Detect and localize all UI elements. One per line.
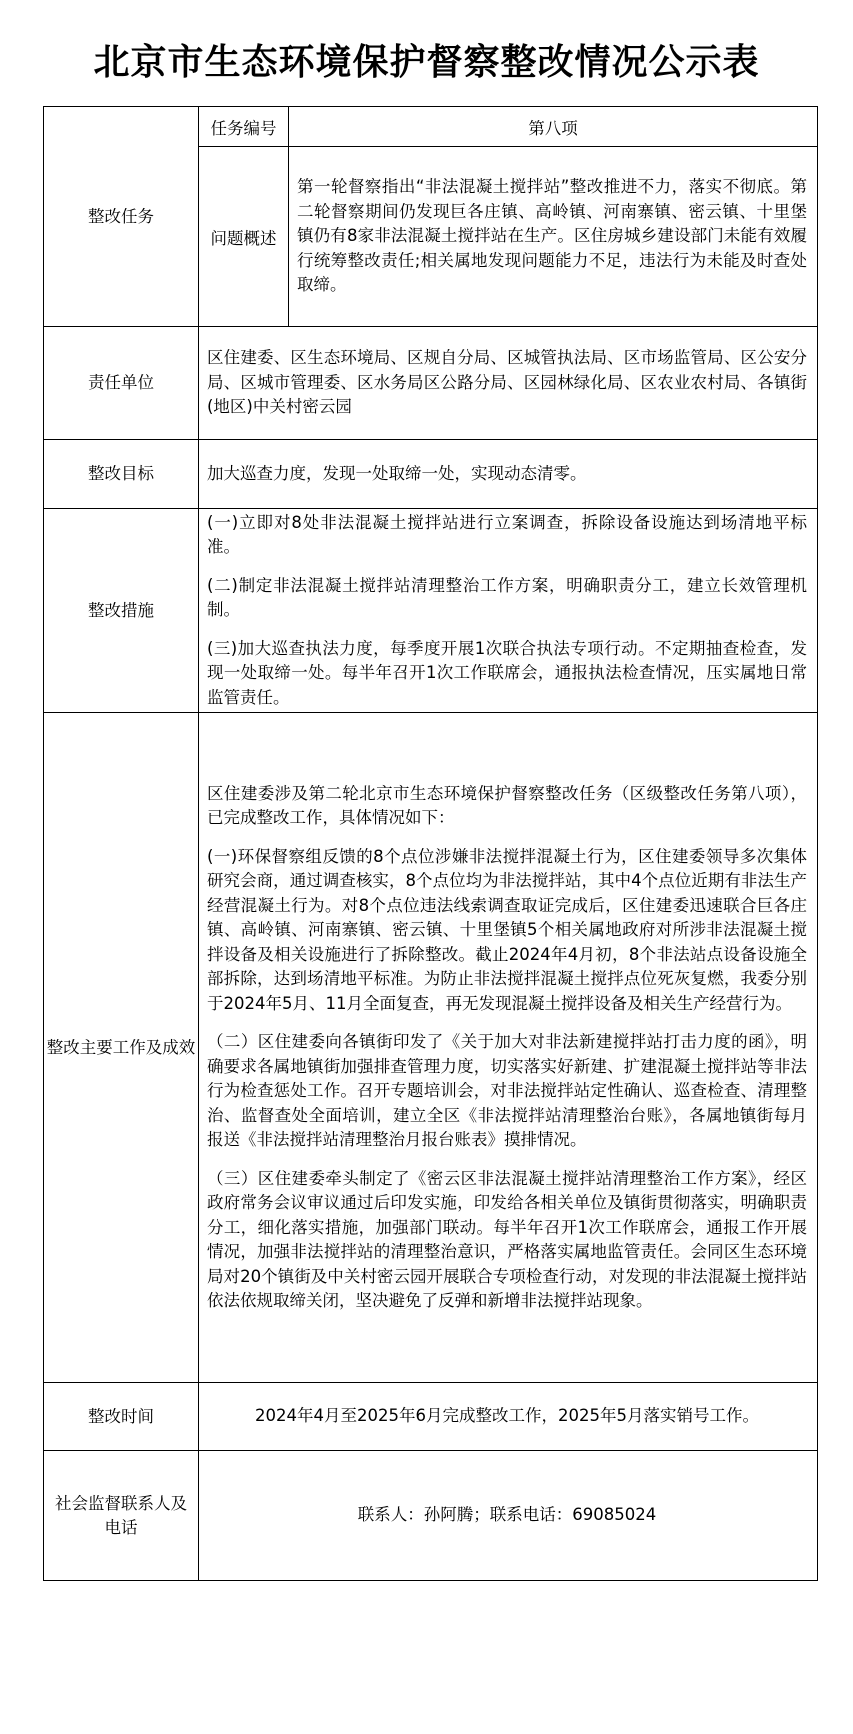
unit-label: 责任单位 xyxy=(44,327,199,440)
measures-row xyxy=(44,509,818,713)
results-paragraph: （二）区住建委向各镇街印发了《关于加大对非法新建搅拌站打击力度的函》，明确要求各属地镇街加强排查管理力度，切实落实好新建、扩建混凝土搅拌站等非法行为检查惩处工作。召开专题培训会，对非法搅拌站定性确认、巡查检查、清理整治、监督查处全面培训，建立全区《非法搅拌站清理整治台账》，各属地镇街每月报送《非法搅拌站清理整治月报台账表》摸排情况。 xyxy=(207,1032,807,1149)
measure-item: (一)立即对8处非法混凝土搅拌站进行立案调查，拆除设备设施达到场清地平标准。 xyxy=(207,512,807,557)
results-paragraph: (一)环保督察组反馈的8个点位涉嫌非法搅拌混凝土行为，区住建委领导多次集体研究会商，通过调查核实，8个点位均为非法搅拌站，其中4个点位近期有非法生产经营混凝土行为。对8个点位违法线索调查取证完成后，区住建委迅速联合巨各庄镇、高岭镇、河南寨镇、密云镇、十里堡镇5个相关属地政府对所涉非法混凝土搅拌设备及相关设施进行了拆除整改。截止2024年4月初，8个非法站点设备设施全部拆除，达到场清地平标准。为防止非法搅拌混凝土搅拌点位死灰复燃，我委分别于2024年5月、11月全面复查，再无发现混凝土搅拌设备及相关生产经营行为。 xyxy=(207,846,807,1013)
unit-text: 区住建委、区生态环境局、区规自分局、区城管执法局、区市场监管局、区公安分局、区城市管理委、区水务局区公路分局、区园林绿化局、区农业农村局、各镇街(地区)中关村密云园 xyxy=(199,327,818,440)
task-number-row xyxy=(44,107,818,147)
page-title: 北京市生态环境保护督察整改情况公示表 xyxy=(93,41,760,83)
results-paragraph: （三）区住建委牵头制定了《密云区非法混凝土搅拌站清理整治工作方案》，经区政府常务会议审议通过后印发实施，印发给各相关单位及镇街贯彻落实，明确职责分工，细化落实措施，加强部门联动。每半年召开1次工作联席会，通报工作开展情况，加强非法搅拌站的清理整治意识，严格落实属地监管责任。会同区生态环境局对20个镇街及中关村密云园开展联合专项检查行动，对发现的非法混凝土搅拌站依法依规取缔关闭，坚决避免了反弹和新增非法搅拌站现象。 xyxy=(207,1168,807,1310)
results-label: 整改主要工作及成效 xyxy=(44,713,199,1383)
goal-text: 加大巡查力度，发现一处取缔一处，实现动态清零。 xyxy=(199,440,818,509)
contact-label: 社会监督联系人及电话 xyxy=(44,1451,199,1581)
results-row xyxy=(44,713,818,1383)
task-number-value: 第八项 xyxy=(289,107,818,147)
overview-label: 问题概述 xyxy=(199,147,289,327)
results-paragraph: 区住建委涉及第二轮北京市生态环境保护督察整改任务（区级整改任务第八项），已完成整改工作，具体情况如下： xyxy=(207,783,807,827)
measure-item: (二)制定非法混凝土搅拌站清理整治工作方案，明确职责分工，建立长效管理机制。 xyxy=(207,575,807,620)
measure-item: (三)加大巡查执法力度，每季度开展1次联合执法专项行动。不定期抽查检查，发现一处取缔一处。每半年召开1次工作联席会，通报执法检查情况，压实属地日常监管责任。 xyxy=(207,638,807,707)
task-number-label: 任务编号 xyxy=(199,107,289,147)
time-label: 整改时间 xyxy=(44,1383,199,1451)
unit-row xyxy=(44,327,818,440)
results-content xyxy=(199,713,818,1383)
overview-text: 第一轮督察指出“非法混凝土搅拌站”整改推进不力，落实不彻底。第二轮督察期间仍发现巨各庄镇、高岭镇、河南寨镇、密云镇、十里堡镇仍有8家非法混凝土搅拌站在生产。区住房城乡建设部门未能有效履行统筹整改责任;相关属地发现问题能力不足，违法行为未能及时查处取缔。 xyxy=(289,147,818,327)
contact-row xyxy=(44,1451,818,1581)
goal-label: 整改目标 xyxy=(44,440,199,509)
measures-content xyxy=(199,509,818,713)
time-row xyxy=(44,1383,818,1451)
task-label: 整改任务 xyxy=(44,107,199,327)
time-text: 2024年4月至2025年6月完成整改工作，2025年5月落实销号工作。 xyxy=(199,1383,818,1451)
disclosure-table xyxy=(43,106,818,1581)
goal-row xyxy=(44,440,818,509)
contact-text: 联系人：孙阿腾；联系电话：69085024 xyxy=(199,1451,818,1581)
measures-label: 整改措施 xyxy=(44,509,199,713)
